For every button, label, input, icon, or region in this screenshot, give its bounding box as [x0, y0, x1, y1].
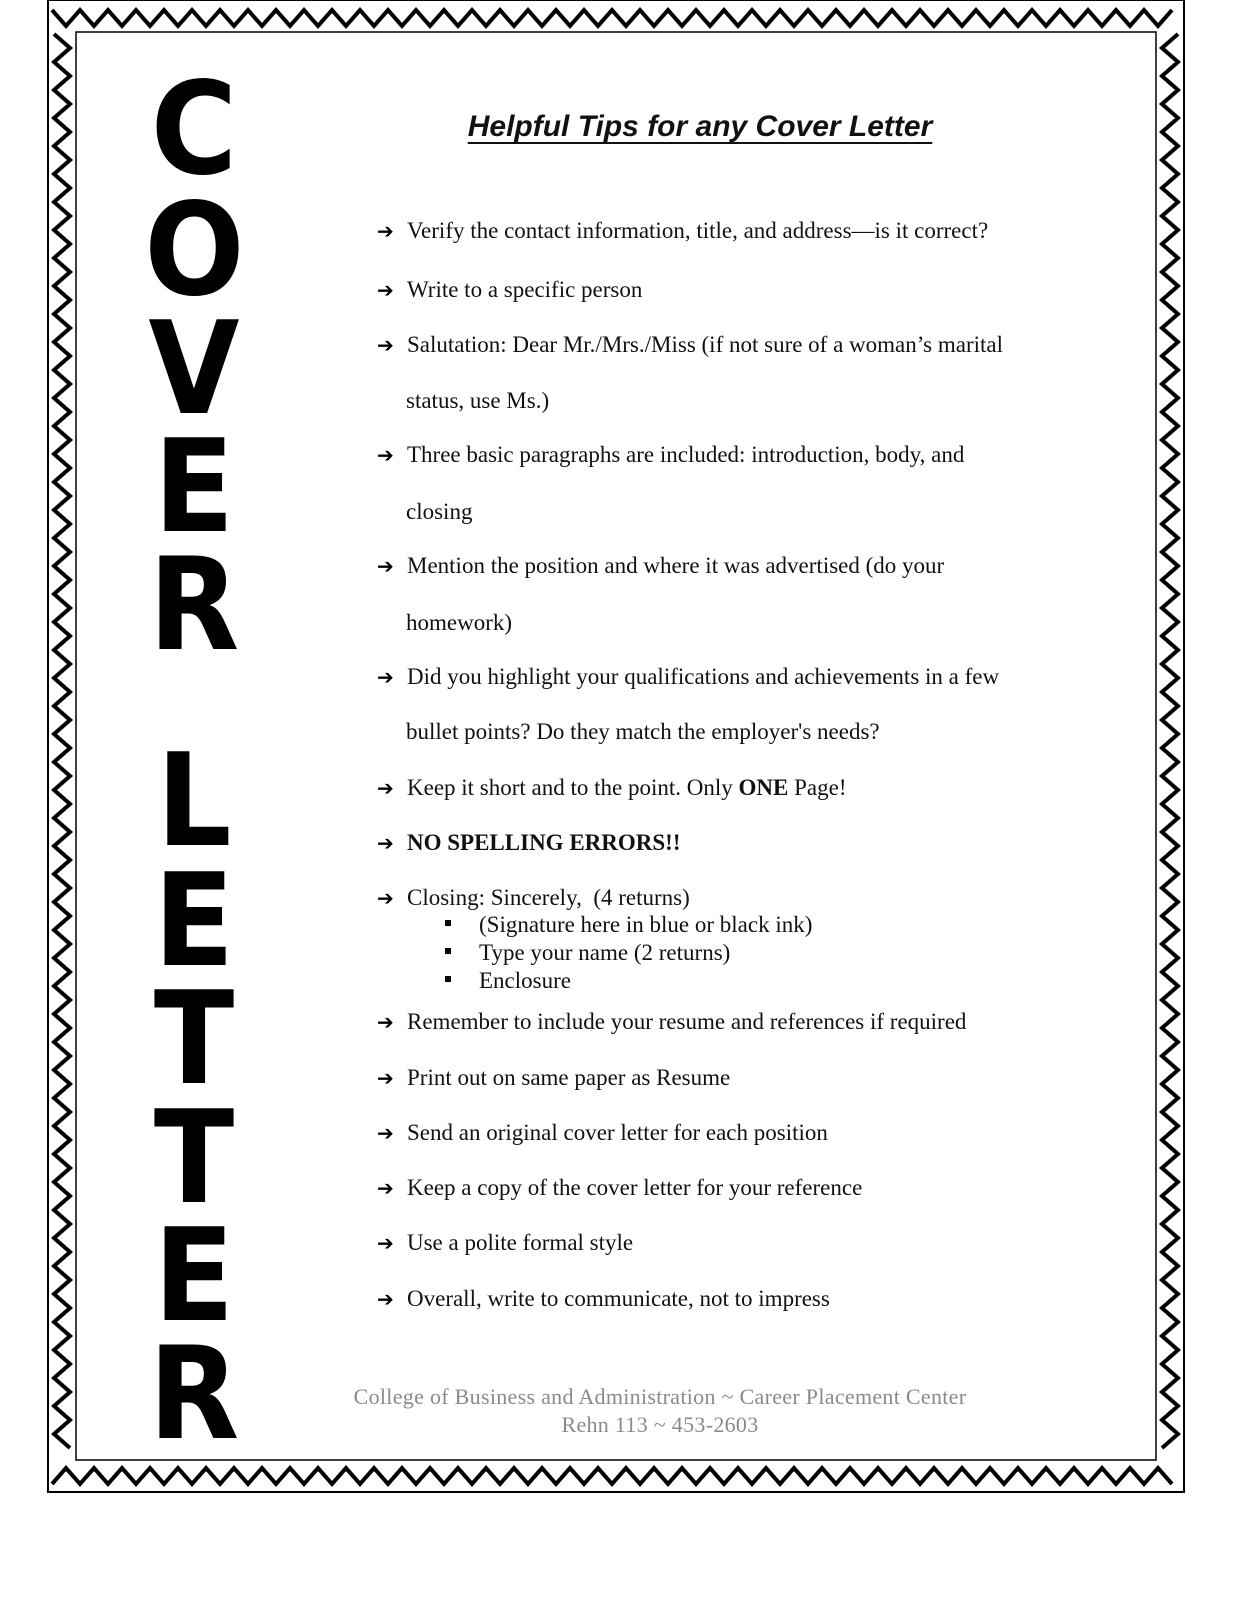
- closing-sub-item: [445, 912, 812, 938]
- right-arrow-icon: ➔: [377, 1176, 394, 1200]
- tip-text: Write to a specific person: [407, 277, 643, 302]
- tip-text: Print out on same paper as Resume: [407, 1065, 731, 1090]
- tip-emphasis: ONE: [738, 775, 789, 800]
- tip-text: Use a polite formal style: [407, 1230, 634, 1255]
- tip-text: Salutation: Dear Mr./Mrs./Miss (if not sure of a woman’s marital: [407, 332, 1003, 357]
- tip-text: NO SPELLING ERRORS!!: [407, 830, 681, 855]
- sub-item-text: Type your name (2 returns): [479, 940, 731, 965]
- tip-item: [377, 1175, 862, 1201]
- right-arrow-icon: ➔: [377, 333, 394, 357]
- right-arrow-icon: ➔: [377, 1066, 394, 1090]
- tip-text: Closing: Sincerely, (4 returns): [407, 885, 690, 910]
- tip-text: [407, 775, 847, 801]
- closing-sub-item: [445, 968, 571, 994]
- right-arrow-icon: ➔: [377, 1121, 394, 1145]
- tip-text-post: Page!: [788, 775, 847, 800]
- right-arrow-icon: ➔: [377, 219, 394, 243]
- tip-text: Did you highlight your qualifications and achievements in a few: [407, 664, 1000, 689]
- tip-item: [377, 1120, 828, 1146]
- tip-text-pre: Keep it short and to the point. Only: [407, 775, 739, 800]
- right-arrow-icon: ➔: [377, 665, 394, 689]
- tip-continuation: closing: [406, 499, 473, 524]
- tip-item: [377, 277, 642, 303]
- vertical-title-letter: V: [148, 295, 240, 444]
- chevron-stroke: [52, 10, 1172, 26]
- tip-text: Three basic paragraphs are included: introduction, body, and: [407, 442, 965, 467]
- vertical-title-letter: L: [156, 727, 232, 876]
- tip-text: Send an original cover letter for each position: [407, 1120, 828, 1145]
- tip-item: [377, 664, 999, 690]
- footer-contact: Rehn 113 ~ 453-2603: [561, 1412, 759, 1437]
- tip-item: [377, 885, 690, 911]
- tip-item: [377, 830, 680, 856]
- vertical-title-letter: E: [153, 847, 235, 996]
- right-arrow-icon: ➔: [377, 886, 394, 910]
- vertical-title-letter: T: [153, 965, 235, 1114]
- tip-item: [377, 553, 944, 579]
- page-title: Helpful Tips for any Cover Letter: [467, 110, 933, 143]
- vertical-title-letter: O: [144, 176, 245, 325]
- vertical-title-letter: R: [148, 531, 240, 680]
- right-arrow-icon: ➔: [377, 1231, 394, 1255]
- tip-text: Mention the position and where it was advertised (do your: [407, 553, 945, 578]
- vertical-title-letter: E: [153, 413, 235, 562]
- tip-item: [377, 1286, 830, 1312]
- vertical-title-letter: C: [150, 55, 238, 204]
- square-bullet-icon: [445, 948, 451, 954]
- right-arrow-icon: ➔: [377, 1010, 394, 1034]
- tip-text: Remember to include your resume and references if required: [407, 1009, 967, 1034]
- vertical-title-letter: R: [148, 1320, 240, 1469]
- tip-item: [377, 1065, 730, 1091]
- right-arrow-icon: ➔: [377, 831, 394, 855]
- tip-item: [377, 1230, 633, 1256]
- tip-item: [377, 1009, 966, 1035]
- chevron-stroke: [1162, 34, 1178, 1448]
- sub-item-text: (Signature here in blue or black ink): [479, 912, 813, 937]
- vertical-title-letter: T: [153, 1084, 235, 1233]
- chevron-stroke: [52, 1468, 1172, 1484]
- footer-organization: College of Business and Administration ~ Career Placement Center: [353, 1384, 967, 1409]
- right-arrow-icon: ➔: [377, 776, 394, 800]
- tip-item: [377, 442, 964, 468]
- closing-sub-item: [445, 940, 730, 966]
- tip-continuation: bullet points? Do they match the employer's needs?: [406, 719, 880, 744]
- tip-continuation: status, use Ms.): [406, 388, 550, 413]
- tip-text: Keep a copy of the cover letter for your reference: [407, 1175, 863, 1200]
- tip-item: [377, 218, 988, 244]
- chevron-stroke: [54, 34, 70, 1448]
- sub-item-text: Enclosure: [479, 968, 571, 993]
- vertical-title-letter: E: [153, 1202, 235, 1351]
- right-arrow-icon: ➔: [377, 443, 394, 467]
- tip-item: [377, 775, 847, 801]
- tip-text: Overall, write to communicate, not to impress: [407, 1286, 830, 1311]
- tip-item: [377, 332, 1003, 358]
- tip-text: Verify the contact information, title, and address—is it correct?: [407, 218, 989, 243]
- square-bullet-icon: [445, 976, 451, 982]
- square-bullet-icon: [445, 920, 451, 926]
- right-arrow-icon: ➔: [377, 554, 394, 578]
- tip-continuation: homework): [406, 610, 513, 635]
- right-arrow-icon: ➔: [377, 278, 394, 302]
- right-arrow-icon: ➔: [377, 1287, 394, 1311]
